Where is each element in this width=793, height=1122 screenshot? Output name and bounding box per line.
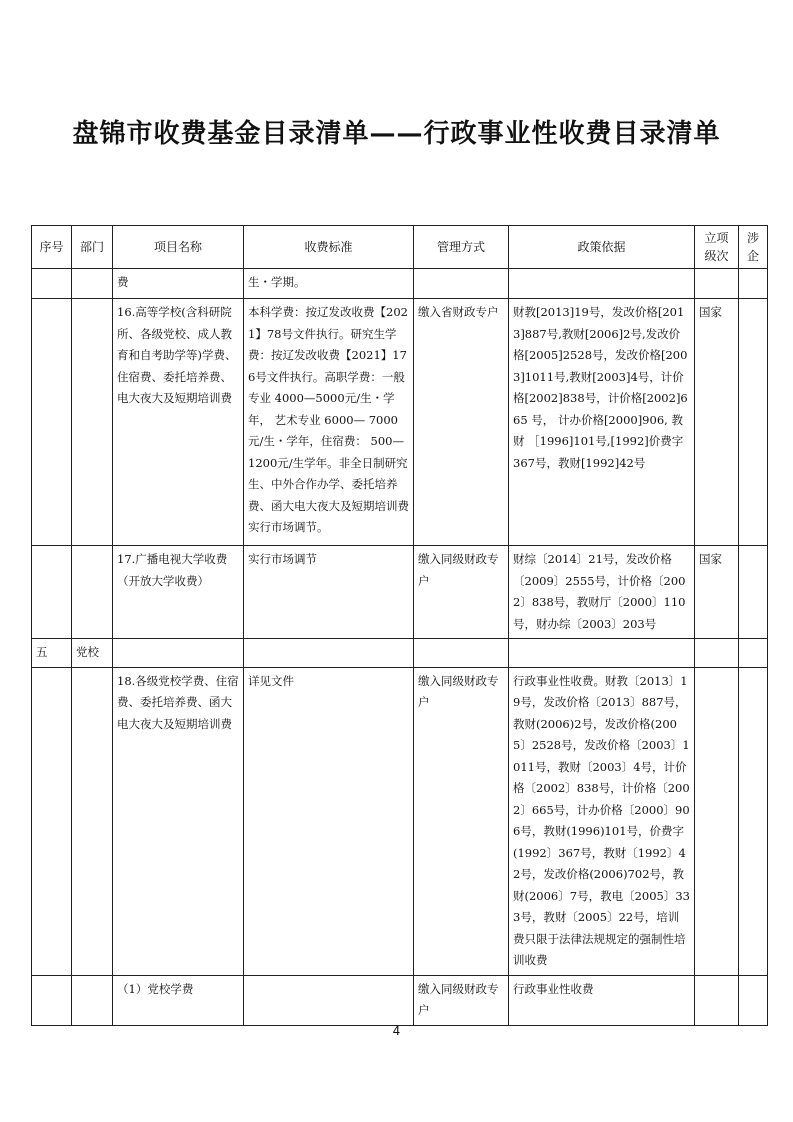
cell-basis: 财教[2013]19号，发改价格[2013]887号,教财[2006]2号,发改价格[2005]2528号，发改价格[2003]1011号,教财[2003]4号，计价格[2002]838号，计价格[2002]665 号， 计办价格[2000]906, 教 财 ［1996]101号,[1992]价费字367号，教财[1992]42号 [509, 299, 695, 546]
cell-item [113, 639, 244, 668]
cell-dept [72, 269, 113, 299]
cell-basis: 行政事业性收费。财教〔2013〕19号，发改价格〔2013〕887号，教财(2006)2号，发改价格(2005〕2528号，发改价格〔2003〕1011号，教财〔2003〕4号，计价格〔2002〕838号，计价格〔2002〕665号，计办价格〔2000〕906号，教财(1996)101号，价费字(1992〕367号，教财〔1992〕42号，发改价格(2006)702号，教财(2006〕7号，教电〔2005〕333号，教财〔2005〕22号，培训费只限于法律法规规定的强制性培训收费 [509, 667, 695, 975]
table-row [32, 299, 768, 546]
cell-management: 缴入同级财政专户 [414, 667, 509, 975]
cell-management [414, 269, 509, 299]
cell-item: 16.高等学校(含科研院所、各级党校、成人教育和自考助学等)学费、住宿费、委托培养费、电大夜大及短期培训费 [113, 299, 244, 546]
cell-management [414, 639, 509, 668]
cell-basis: 财综〔2014〕21号，发改价格〔2009〕2555号，计价格〔2002〕838号，教财厅〔2000〕110号，财办综〔2003〕203号 [509, 546, 695, 639]
section-row [32, 639, 768, 668]
cell-dept: 党校 [72, 639, 113, 668]
cell-dept [72, 667, 113, 975]
cell-enterprise [739, 546, 768, 639]
header-standard: 收费标准 [244, 226, 414, 269]
cell-standard: 实行市场调节 [244, 546, 414, 639]
header-dept: 部门 [72, 226, 113, 269]
cell-standard: 详见文件 [244, 667, 414, 975]
cell-basis [509, 639, 695, 668]
cell-enterprise [739, 667, 768, 975]
cell-standard: 本科学费：按辽发改收费【2021】78号文件执行。研究生学费：按辽发改收费【2021】176号文件执行。高职学费：一般专业 4000—5000元/生・学年， 艺术专业 6000— 7000元/生・学年，住宿费： 500—1200元/生学年。非全日制研究生、中外合作办学、委托培养费、函大电大夜大及短期培训费实行市场调节。 [244, 299, 414, 546]
cell-enterprise [739, 975, 768, 1025]
table-header-row [32, 226, 768, 269]
header-level: 立项级次 [695, 226, 739, 269]
cell-level: 国家 [695, 546, 739, 639]
cell-item: （1）党校学费 [113, 975, 244, 1025]
table-row [32, 975, 768, 1025]
table-row [32, 546, 768, 639]
cell-basis: 行政事业性收费 [509, 975, 695, 1025]
cell-item: 费 [113, 269, 244, 299]
header-seq: 序号 [32, 226, 72, 269]
cell-management: 缴入同级财政专户 [414, 975, 509, 1025]
cell-management: 缴入省财政专户 [414, 299, 509, 546]
cell-seq [32, 667, 72, 975]
cell-dept [72, 546, 113, 639]
cell-level [695, 639, 739, 668]
cell-level: 国家 [695, 299, 739, 546]
table-row [32, 269, 768, 299]
cell-enterprise [739, 639, 768, 668]
cell-item: 18.各级党校学费、住宿费、委托培养费、函大电大夜大及短期培训费 [113, 667, 244, 975]
cell-dept [72, 299, 113, 546]
header-basis: 政策依据 [509, 226, 695, 269]
cell-seq [32, 546, 72, 639]
cell-seq [32, 975, 72, 1025]
cell-standard [244, 975, 414, 1025]
table-row [32, 667, 768, 975]
cell-level [695, 269, 739, 299]
fee-catalog-table [31, 225, 768, 1026]
cell-standard [244, 639, 414, 668]
cell-seq [32, 299, 72, 546]
cell-enterprise [739, 269, 768, 299]
header-enterprise: 涉企 [739, 226, 768, 269]
page-number: 4 [392, 1024, 401, 1038]
document-title: 盘锦市收费基金目录清单——行政事业性收费目录清单 [72, 119, 721, 149]
cell-seq: 五 [32, 639, 72, 668]
cell-management: 缴入同级财政专户 [414, 546, 509, 639]
header-item: 项目名称 [113, 226, 244, 269]
cell-standard: 生・学期。 [244, 269, 414, 299]
cell-dept [72, 975, 113, 1025]
cell-enterprise [739, 299, 768, 546]
cell-level [695, 667, 739, 975]
cell-basis [509, 269, 695, 299]
cell-seq [32, 269, 72, 299]
cell-item: 17.广播电视大学收费（开放大学收费） [113, 546, 244, 639]
header-management: 管理方式 [414, 226, 509, 269]
cell-level [695, 975, 739, 1025]
